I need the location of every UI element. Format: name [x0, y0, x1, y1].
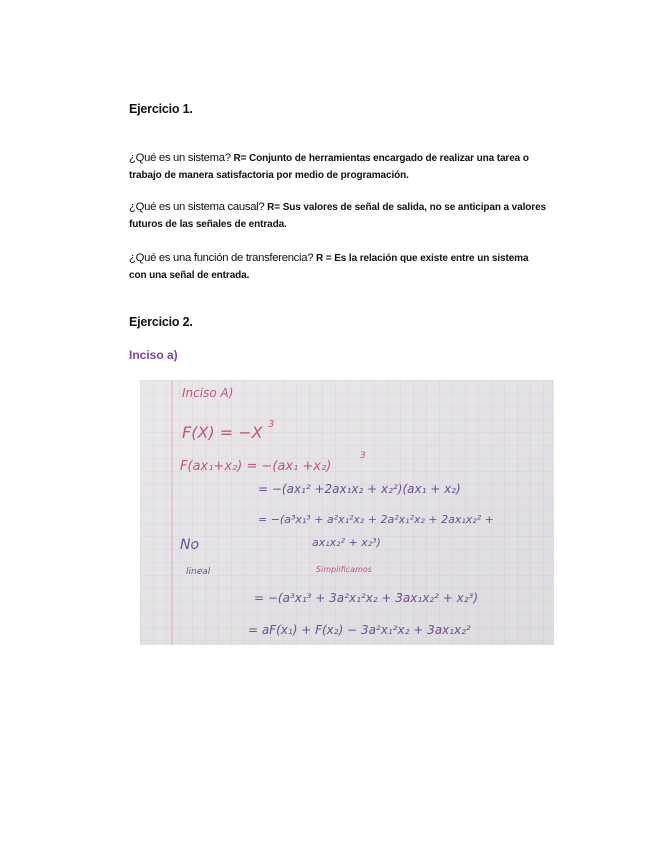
hw-line5: ax₁x₂² + x₂³) — [312, 536, 381, 549]
hw-side-lineal: lineal — [186, 567, 211, 577]
handwritten-notes-photo — [140, 380, 554, 645]
hw-line7: = aF(x₁) + F(x₂) − 3a²x₁²x₂ + 3ax₁x₂² — [248, 623, 471, 637]
hw-line2-exp: 3 — [360, 451, 366, 461]
qa-item-causal — [129, 199, 569, 233]
qa-item-transfer — [129, 250, 569, 284]
hw-line2: F(ax₁+x₂) = −(ax₁ +x₂) — [180, 459, 332, 474]
question-transfer: ¿Qué es una función de transferencia? — [129, 252, 314, 264]
subsection-heading: Inciso a) — [129, 348, 178, 362]
answer-causal-line1: R= Sus valores de señal de salida, no se anticipan a valores — [267, 202, 547, 213]
hw-line1: F(X) = −X — [182, 423, 263, 442]
qa-item-system — [129, 150, 569, 184]
answer-transfer-line1: R = Es la relación que existe entre un sistema — [316, 253, 529, 264]
answer-causal-line2: futuros de las señales de entrada. — [129, 219, 287, 230]
exercise2-heading: Ejercicio 2. — [129, 315, 193, 329]
question-system: ¿Qué es un sistema? — [129, 152, 231, 164]
hw-side-no: No — [180, 537, 200, 553]
hw-line3: = −(ax₁² +2ax₁x₂ + x₂²)(ax₁ + x₂) — [258, 482, 461, 496]
answer-system-line2: trabajo de manera satisfactoria por medio de programación. — [129, 170, 409, 181]
answer-system-line1: R= Conjunto de herramientas encargado de realizar una tarea o — [233, 153, 529, 164]
question-causal: ¿Qué es un sistema causal? — [129, 201, 265, 213]
grid-paper — [140, 380, 554, 645]
hw-line1-exp: 3 — [268, 419, 275, 430]
hw-line4: = −(a³x₁³ + a²x₁²x₂ + 2a²x₁²x₂ + 2ax₁x₂² + — [258, 513, 494, 526]
hw-header: Inciso A) — [182, 386, 234, 400]
hw-note: Simplificamos — [316, 565, 372, 574]
exercise1-heading: Ejercicio 1. — [129, 102, 193, 116]
hw-line6: = −(a³x₁³ + 3a²x₁²x₂ + 3ax₁x₂² + x₂³) — [254, 591, 479, 605]
answer-transfer-line2: con una señal de entrada. — [129, 270, 250, 281]
